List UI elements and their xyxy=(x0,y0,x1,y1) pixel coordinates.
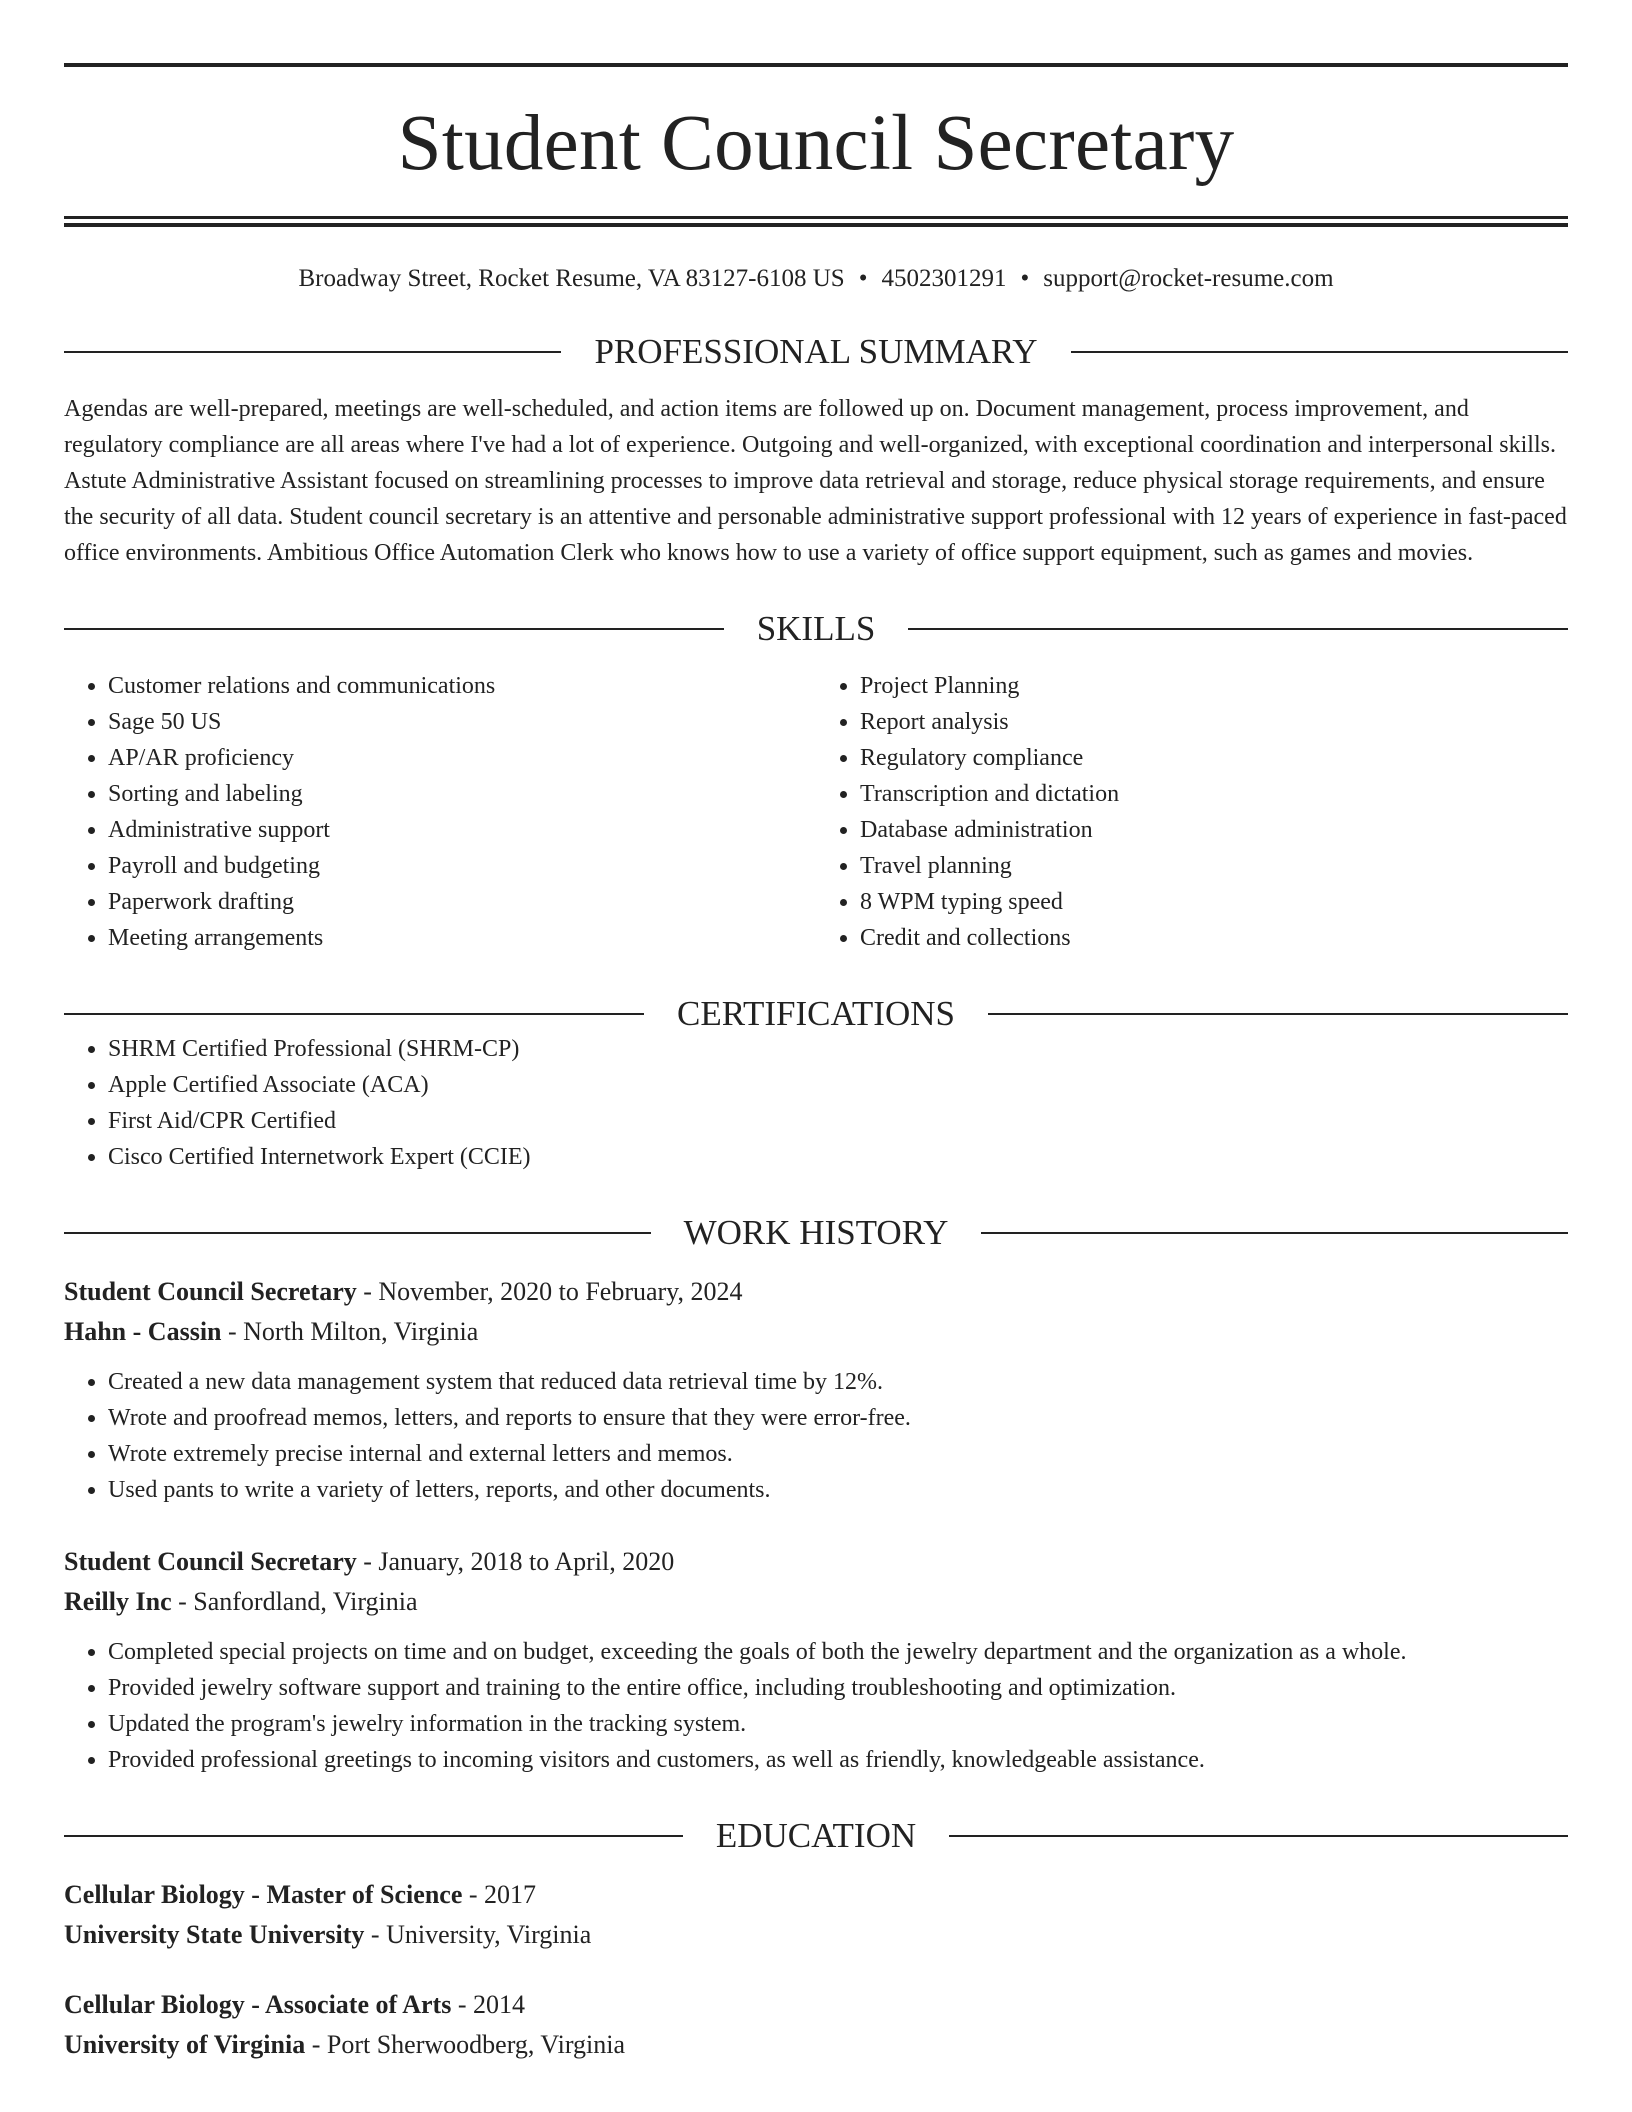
skill-item: • Regulatory compliance xyxy=(860,740,1568,776)
education-location: - University, Virginia xyxy=(364,1920,592,1949)
job-dates: - November, 2020 to February, 2024 xyxy=(356,1277,743,1306)
job-company-line xyxy=(64,1312,1568,1352)
education-degree-line xyxy=(64,1875,1568,1915)
contact-separator: • xyxy=(858,265,868,292)
heading-rule xyxy=(949,1835,1568,1837)
job-bullet: • Used pants to write a variety of letters, reports, and other documents. xyxy=(108,1472,1568,1508)
section-heading-work-history xyxy=(64,1215,1568,1250)
job-location: - Sanfordland, Virginia xyxy=(171,1587,418,1616)
job-bullet: • Created a new data management system that reduced data retrieval time by 12%. xyxy=(108,1364,1568,1400)
heading-rule xyxy=(64,1835,683,1837)
section-title: PROFESSIONAL SUMMARY xyxy=(594,332,1038,371)
skill-item: • Report analysis xyxy=(860,704,1568,740)
education-location: - Port Sherwoodberg, Virginia xyxy=(305,2030,626,2059)
skill-item: • Sage 50 US xyxy=(108,704,816,740)
resume-title: Student Council Secretary xyxy=(397,100,1235,187)
skills-columns xyxy=(64,668,1568,956)
education-entry xyxy=(64,1985,1568,2065)
skill-item: • AP/AR proficiency xyxy=(108,740,816,776)
skill-item: • Administrative support xyxy=(108,812,816,848)
job-company: Hahn - Cassin xyxy=(64,1317,222,1346)
job-title: Student Council Secretary xyxy=(64,1277,357,1306)
certification-item: • Cisco Certified Internetwork Expert (CCIE) xyxy=(108,1139,1568,1175)
contact-phone: 4502301291 xyxy=(881,265,1007,292)
section-heading-education xyxy=(64,1818,1568,1853)
contact-line xyxy=(64,264,1568,294)
skill-item: • Database administration xyxy=(860,812,1568,848)
job-title-line xyxy=(64,1272,1568,1312)
contact-address: Broadway Street, Rocket Resume, VA 83127-6108 US xyxy=(298,265,845,292)
skill-item: • Sorting and labeling xyxy=(108,776,816,812)
section-heading-summary xyxy=(64,334,1568,369)
skill-item: • 8 WPM typing speed xyxy=(860,884,1568,920)
heading-rule xyxy=(64,351,561,353)
job-bullet: • Provided jewelry software support and training to the entire office, including troubleshooting and optimization. xyxy=(108,1670,1568,1706)
job-bullet: • Completed special projects on time and on budget, exceeding the goals of both the jewelry department and the organization as a whole. xyxy=(108,1634,1568,1670)
skills-list-right xyxy=(816,668,1568,956)
skill-item: • Paperwork drafting xyxy=(108,884,816,920)
education-school: University State University xyxy=(64,1920,365,1949)
heading-rule xyxy=(988,1013,1568,1015)
section-title: SKILLS xyxy=(756,609,876,648)
skill-item: • Project Planning xyxy=(860,668,1568,704)
heading-rule xyxy=(981,1232,1568,1234)
job-bullets xyxy=(64,1634,1568,1778)
job-title: Student Council Secretary xyxy=(64,1547,357,1576)
certification-item: • Apple Certified Associate (ACA) xyxy=(108,1067,1568,1103)
job-bullet: • Wrote and proofread memos, letters, and reports to ensure that they were error-free. xyxy=(108,1400,1568,1436)
skill-item: • Transcription and dictation xyxy=(860,776,1568,812)
title-double-rule xyxy=(64,216,1568,227)
summary-text: Agendas are well-prepared, meetings are well-scheduled, and action items are followed up on. Document management, process improvement, and regulatory compliance are all areas where I've had a lot of experience. Outgoing and well-organized, with exceptional coordination and interpersonal skills. Astute Administrative Assistant focused on streamlining processes to improve data retrieval and storage, reduce physical storage requirements, and ensure the security of all data. Student council secretary is an attentive and personable administrative support professional with 12 years of experience in fast-paced office environments. Ambitious Office Automation Clerk who knows how to use a variety of office support equipment, such as games and movies. xyxy=(64,396,1567,566)
job-dates: - January, 2018 to April, 2020 xyxy=(356,1547,675,1576)
job-entry xyxy=(64,1272,1568,1508)
job-title-line xyxy=(64,1542,1568,1582)
education-school-line xyxy=(64,2025,1568,2065)
certifications-list xyxy=(64,1031,1568,1175)
education-entry xyxy=(64,1875,1568,1955)
section-heading-skills xyxy=(64,611,1568,646)
section-title: CERTIFICATIONS xyxy=(677,994,955,1033)
education-year: - 2017 xyxy=(462,1880,537,1909)
job-bullet: • Provided professional greetings to incoming visitors and customers, as well as friendly, knowledgeable assistance. xyxy=(108,1742,1568,1778)
top-rule xyxy=(64,63,1568,67)
education-degree-line xyxy=(64,1985,1568,2025)
section-heading-certifications xyxy=(64,996,1568,1031)
job-company: Reilly Inc xyxy=(64,1587,172,1616)
skills-list-left xyxy=(64,668,816,956)
certification-item: • First Aid/CPR Certified xyxy=(108,1103,1568,1139)
job-bullet: • Updated the program's jewelry information in the tracking system. xyxy=(108,1706,1568,1742)
job-company-line xyxy=(64,1582,1568,1622)
job-entry xyxy=(64,1542,1568,1778)
section-title: EDUCATION xyxy=(715,1816,917,1855)
education-school-line xyxy=(64,1915,1568,1955)
education-degree: Cellular Biology - Master of Science xyxy=(64,1880,463,1909)
contact-email: support@rocket-resume.com xyxy=(1043,265,1334,292)
education-year: - 2014 xyxy=(451,1990,525,2019)
heading-rule xyxy=(64,628,724,630)
job-location: - North Milton, Virginia xyxy=(221,1317,479,1346)
heading-rule xyxy=(64,1232,651,1234)
certification-item: • SHRM Certified Professional (SHRM-CP) xyxy=(108,1031,1568,1067)
heading-rule xyxy=(64,1013,644,1015)
education-school: University of Virginia xyxy=(64,2030,306,2059)
contact-separator: • xyxy=(1020,265,1030,292)
section-title: WORK HISTORY xyxy=(683,1213,949,1252)
skill-item: • Credit and collections xyxy=(860,920,1568,956)
skill-item: • Meeting arrangements xyxy=(108,920,816,956)
heading-rule xyxy=(1071,351,1568,353)
job-bullet: • Wrote extremely precise internal and external letters and memos. xyxy=(108,1436,1568,1472)
education-degree: Cellular Biology - Associate of Arts xyxy=(64,1990,452,2019)
job-bullets xyxy=(64,1364,1568,1508)
heading-rule xyxy=(908,628,1568,630)
skill-item: • Payroll and budgeting xyxy=(108,848,816,884)
skill-item: • Customer relations and communications xyxy=(108,668,816,704)
skill-item: • Travel planning xyxy=(860,848,1568,884)
